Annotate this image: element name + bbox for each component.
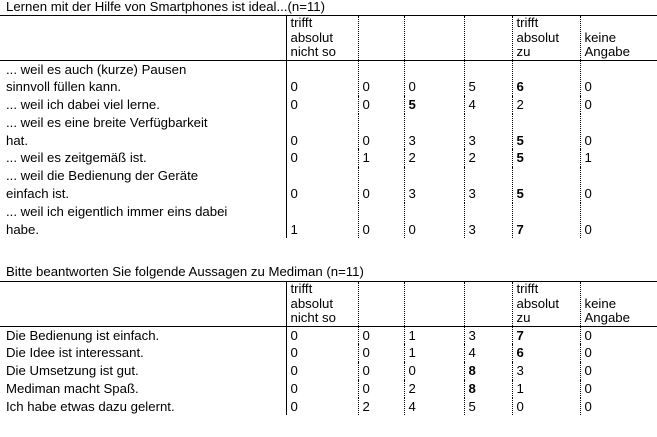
response-count: 0	[286, 96, 358, 114]
response-count: 0	[286, 167, 358, 203]
response-count: 0	[358, 96, 404, 114]
response-count: 0	[358, 167, 404, 203]
response-count: 0	[286, 398, 358, 416]
response-count: 0	[358, 380, 404, 398]
section2-title: Bitte beantworten Sie folgende Aussagen zu Mediman (n=11)	[6, 264, 364, 279]
column-header-1: trifft absolut nicht so	[286, 282, 358, 326]
column-header-5: trifft absolut zu	[512, 282, 580, 326]
response-count: 2	[404, 149, 464, 167]
table-row	[0, 114, 657, 150]
statement-label: ... weil die Bedienung der Geräte einfach ist.	[0, 167, 286, 203]
response-count: 6	[512, 60, 580, 96]
table-row	[0, 380, 657, 398]
response-count: 0	[404, 362, 464, 380]
response-count: 0	[358, 114, 404, 150]
column-header-2	[358, 282, 404, 326]
response-count: 2	[464, 149, 512, 167]
table-row	[0, 326, 657, 344]
response-count: 0	[358, 344, 404, 362]
response-count: 1	[584, 150, 592, 166]
response-count: 0	[404, 60, 464, 96]
table-row	[0, 344, 657, 362]
column-header-4	[464, 282, 512, 326]
response-count: 3	[464, 203, 512, 239]
table-row	[0, 60, 657, 96]
response-count: 5	[512, 149, 580, 167]
response-count: 0	[512, 398, 580, 416]
statement-label: Die Idee ist interessant.	[0, 344, 286, 362]
response-count: 0	[584, 186, 592, 202]
response-count: 5	[512, 114, 580, 150]
response-count: 0	[584, 363, 592, 379]
response-count: 5	[512, 167, 580, 203]
header-row	[0, 282, 657, 326]
response-count: 0	[358, 326, 404, 344]
section2-table	[0, 282, 657, 415]
statement-label: ... weil es zeitgemäß ist.	[0, 149, 286, 167]
statement-label: ... weil ich dabei viel lerne.	[0, 96, 286, 114]
table-row	[0, 203, 657, 239]
response-count: 3	[404, 114, 464, 150]
response-count: 0	[584, 132, 592, 148]
statement-label: Mediman macht Spaß.	[0, 380, 286, 398]
section1-title: Lernen mit der Hilfe von Smartphones ist ideal...(n=11)	[6, 0, 325, 14]
statement-label: ... weil es eine breite Verfügbarkeit hat.	[0, 114, 286, 150]
response-count: 3	[404, 167, 464, 203]
response-count: 0	[584, 380, 592, 396]
response-count: 0	[358, 203, 404, 239]
response-count: 5	[464, 60, 512, 96]
column-header-2	[358, 16, 404, 60]
table-row	[0, 362, 657, 380]
response-count: 1	[404, 344, 464, 362]
response-count: 4	[404, 398, 464, 416]
header-blank-cell	[0, 282, 286, 326]
response-count: 2	[404, 380, 464, 398]
response-count: 0	[584, 221, 592, 237]
statement-label: ... weil es auch (kurze) Pausen sinnvoll füllen kann.	[0, 60, 286, 96]
statement-label: Die Umsetzung ist gut.	[0, 362, 286, 380]
response-count: 0	[286, 149, 358, 167]
column-header-1: trifft absolut nicht so	[286, 16, 358, 60]
response-count: 8	[464, 380, 512, 398]
header-blank-cell	[0, 16, 286, 60]
response-count: 6	[512, 344, 580, 362]
column-header-6: keine Angabe	[580, 282, 657, 326]
table-row	[0, 149, 657, 167]
response-count: 0	[286, 380, 358, 398]
response-count: 0	[286, 114, 358, 150]
response-count: 3	[464, 326, 512, 344]
header-row	[0, 16, 657, 60]
column-header-4	[464, 16, 512, 60]
response-count: 3	[464, 167, 512, 203]
response-count: 8	[464, 362, 512, 380]
response-count: 1	[404, 326, 464, 344]
response-count: 0	[584, 79, 592, 95]
response-count: 0	[358, 362, 404, 380]
response-count: 0	[404, 203, 464, 239]
table-row	[0, 96, 657, 114]
response-count: 1	[512, 380, 580, 398]
table-row	[0, 398, 657, 416]
table-row	[0, 167, 657, 203]
response-count: 0	[286, 326, 358, 344]
response-count: 7	[512, 326, 580, 344]
response-count: 5	[404, 96, 464, 114]
response-count: 7	[512, 203, 580, 239]
response-count: 0	[584, 345, 592, 361]
response-count: 0	[286, 362, 358, 380]
response-count: 3	[464, 114, 512, 150]
statement-label: Ich habe etwas dazu gelernt.	[0, 398, 286, 416]
column-header-3	[404, 16, 464, 60]
response-count: 4	[464, 344, 512, 362]
statement-label: ... weil ich eigentlich immer eins dabei habe.	[0, 203, 286, 239]
response-count: 0	[286, 344, 358, 362]
statement-label: Die Bedienung ist einfach.	[0, 326, 286, 344]
section1-table	[0, 16, 657, 238]
response-count: 0	[584, 97, 592, 113]
response-count: 0	[584, 398, 592, 414]
response-count: 3	[512, 362, 580, 380]
response-count: 1	[286, 203, 358, 239]
response-count: 2	[358, 398, 404, 416]
column-header-5: trifft absolut zu	[512, 16, 580, 60]
response-count: 0	[584, 327, 592, 343]
response-count: 0	[286, 60, 358, 96]
response-count: 2	[512, 96, 580, 114]
response-count: 0	[358, 60, 404, 96]
column-header-6: keine Angabe	[580, 16, 657, 60]
column-header-3	[404, 282, 464, 326]
response-count: 5	[464, 398, 512, 416]
response-count: 4	[464, 96, 512, 114]
response-count: 1	[358, 149, 404, 167]
